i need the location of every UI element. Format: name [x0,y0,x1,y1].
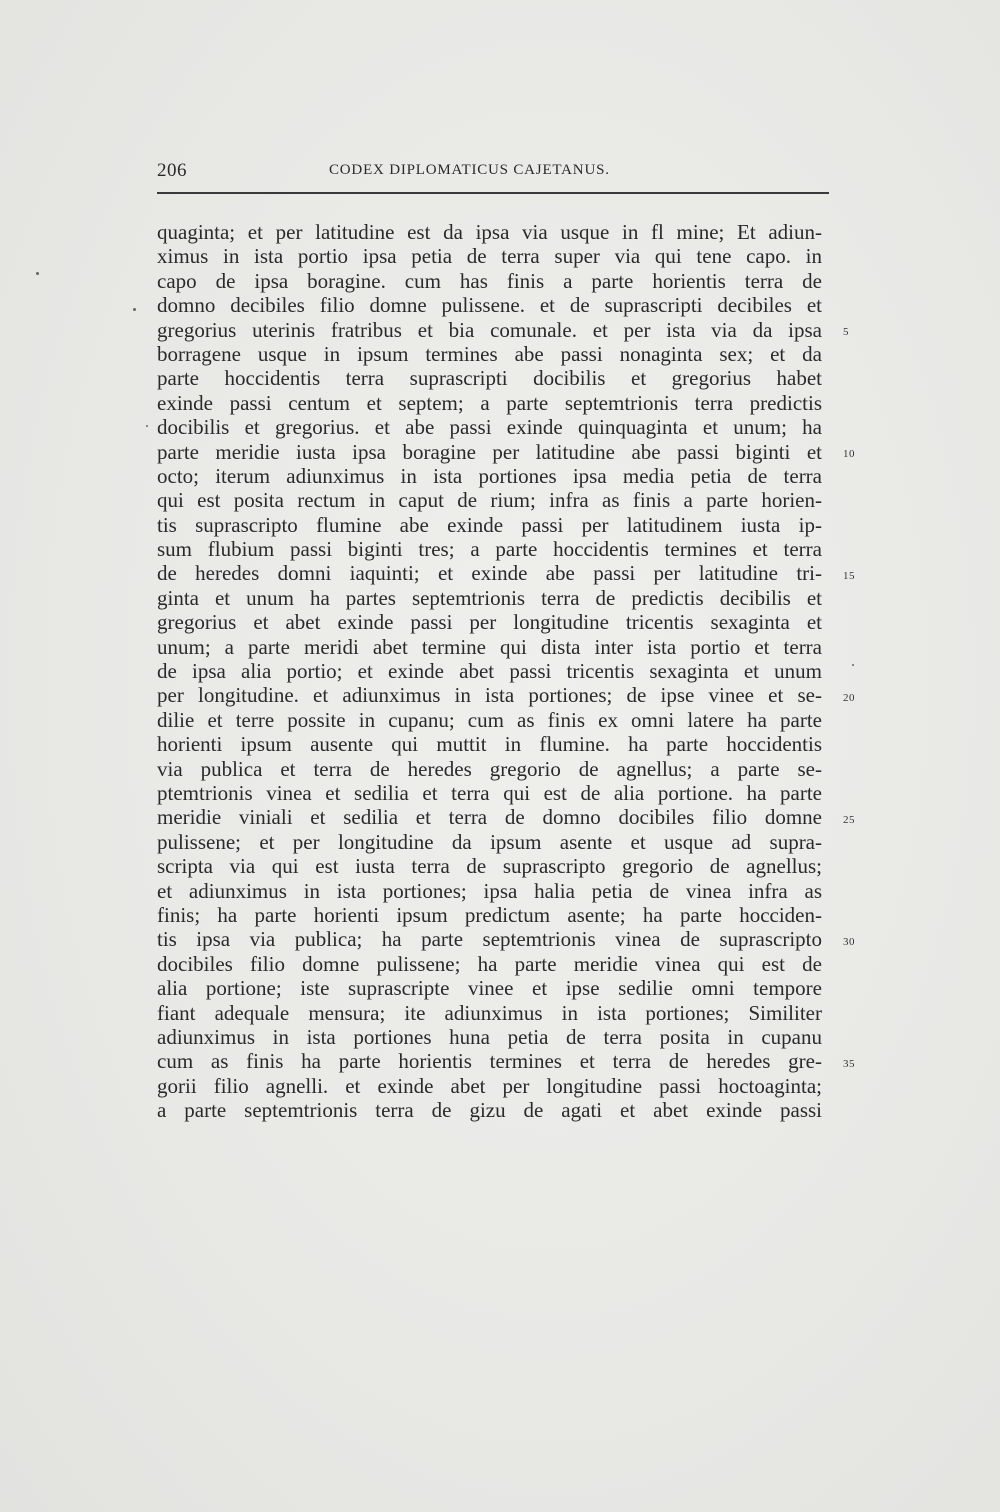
margin-line-number: 5 [843,325,849,338]
header-title: CODEX DIPLOMATICUS CAJETANUS. [329,162,610,178]
text-line: meridie viniali et sedilia et terra de domno docibiles filio domne [157,805,822,830]
paper-speck [36,272,39,275]
text-line: adiunximus in ista portiones huna petia de terra posita in cupanu [157,1024,822,1049]
text-line: scripta via qui est iusta terra de suprascripto gregorio de agnellus; [157,854,822,879]
text-line: parte meridie iusta ipsa boragine per latitudine abe passi biginti et [157,439,822,464]
text-line: docibiles filio domne pulissene; ha parte meridie vinea qui est de [157,951,822,976]
margin-line-number: 25 [843,813,855,826]
text-line: ptemtrionis vinea et sedilia et terra qui est de alia portione. ha parte [157,780,822,805]
text-line: tis suprascripto flumine abe exinde passi per latitudinem iusta ip- [157,512,822,537]
text-line: gregorius uterinis fratribus et bia comunale. et per ista via da ipsa [157,317,822,342]
text-line: exinde passi centum et septem; a parte septemtrionis terra predictis [157,390,822,415]
paper-speck [146,425,148,427]
text-line: alia portione; iste suprascripte vinee et ipse sedilie omni tempore [157,976,822,1001]
margin-line-number: 35 [843,1057,855,1070]
text-line: octo; iterum adiunximus in ista portiones ipsa media petia de terra [157,463,822,488]
margin-line-number: 10 [843,447,855,460]
text-line: capo de ipsa boragine. cum has finis a parte horientis terra de [157,268,822,293]
margin-line-number: 15 [843,569,855,582]
text-line: finis; ha parte horienti ipsum predictum asente; ha parte hocciden- [157,902,822,927]
text-line: gregorius et abet exinde passi per longitudine tricentis sexaginta et [157,610,822,635]
margin-line-number: 20 [843,691,855,704]
text-line: unum; a parte meridi abet termine qui dista inter ista portio et terra [157,634,822,659]
header-rule [157,192,829,194]
paper-speck [133,308,136,311]
text-line: fiant adequale mensura; ite adiunximus in ista portiones; Similiter [157,1000,822,1025]
running-head [157,160,829,188]
text-line: parte hoccidentis terra suprascripti docibilis et gregorius habet [157,366,822,391]
text-line: pulissene; et per longitudine da ipsum asente et usque ad supra- [157,829,822,854]
paper-speck [852,664,854,666]
text-line: a parte septemtrionis terra de gizu de agati et abet exinde passi [157,1098,822,1123]
text-line: per longitudine. et adiunximus in ista portiones; de ipse vinee et se- [157,683,822,708]
page-number: 206 [157,160,187,181]
text-line: cum as finis ha parte horientis termines et terra de heredes gre- [157,1049,822,1074]
text-line: domno decibiles filio domne pulissene. et de suprascripti decibiles et [157,293,822,318]
text-line: de ipsa alia portio; et exinde abet passi tricentis sexaginta et unum [157,659,822,684]
text-line: tis ipsa via publica; ha parte septemtrionis vinea de suprascripto [157,927,822,952]
text-line: et adiunximus in ista portiones; ipsa halia petia de vinea infra as [157,878,822,903]
text-line: de heredes domni iaquinti; et exinde abe passi per latitudine tri- [157,561,822,586]
text-line: dilie et terre possite in cupanu; cum as finis ex omni latere ha parte [157,707,822,732]
text-line: horienti ipsum ausente qui muttit in flumine. ha parte hoccidentis [157,732,822,757]
text-line: sum flubium passi biginti tres; a parte hoccidentis termines et terra [157,537,822,562]
text-line: ximus in ista portio ipsa petia de terra super via qui tene capo. in [157,244,822,269]
body-text [157,220,822,1122]
text-line: ginta et unum ha partes septemtrionis terra de predictis decibilis et [157,585,822,610]
text-line: qui est posita rectum in caput de rium; infra as finis a parte horien- [157,488,822,513]
margin-line-number: 30 [843,935,855,948]
text-line: docibilis et gregorius. et abe passi exinde quinquaginta et unum; ha [157,415,822,440]
text-line: borragene usque in ipsum termines abe passi nonaginta sex; et da [157,341,822,366]
text-line: gorii filio agnelli. et exinde abet per longitudine passi hoctoaginta; [157,1073,822,1098]
text-line: quaginta; et per latitudine est da ipsa via usque in fl mine; Et adiun- [157,220,822,244]
text-line: via publica et terra de heredes gregorio de agnellus; a parte se- [157,756,822,781]
